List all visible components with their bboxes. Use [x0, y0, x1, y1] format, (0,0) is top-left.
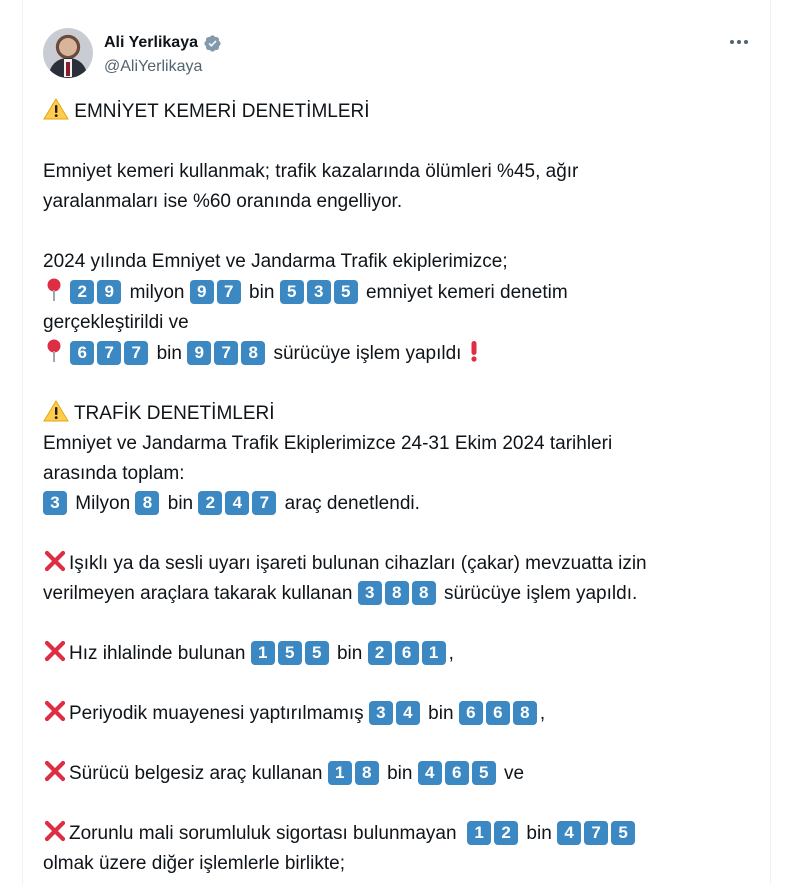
keycap-digit: 1: [328, 761, 352, 785]
tweet-text: [43, 97, 743, 879]
warning-icon: [43, 97, 69, 121]
paragraph-line: arasında toplam:: [43, 463, 185, 484]
stat-word: sürücüye işlem yapıldı: [273, 343, 462, 364]
keycap-digit: 4: [418, 761, 442, 785]
paragraph-line: gerçekleştirildi ve: [43, 312, 189, 333]
violation-line-speed: [43, 639, 743, 669]
keycap-group: [418, 763, 499, 784]
avatar-tie: [66, 62, 70, 76]
violation-text: Hız ihlalinde bulunan: [69, 643, 246, 664]
keycap-digit: 1: [251, 641, 275, 665]
keycap-group: [369, 703, 423, 724]
author-name[interactable]: Ali Yerlikaya: [104, 34, 198, 51]
author-handle[interactable]: @AliYerlikaya: [104, 58, 203, 75]
keycap-digit: 4: [557, 821, 581, 845]
keycap-digit: 5: [611, 821, 635, 845]
keycap-digit: 8: [241, 341, 265, 365]
pushpin-icon: [43, 338, 65, 364]
stat-word: bin: [336, 643, 363, 664]
keycap-digit: 8: [385, 581, 409, 605]
keycap-digit: 6: [486, 701, 510, 725]
keycap-group: [280, 282, 361, 303]
keycap-group: [70, 282, 124, 303]
stat-word: bin: [249, 282, 275, 303]
paragraph-line: olmak üzere diğer işlemlerle birlikte;: [43, 853, 345, 874]
keycap-digit: 7: [252, 491, 276, 515]
stat-word: bin: [156, 343, 182, 364]
keycap-digit: 4: [225, 491, 249, 515]
cross-mark-icon: [43, 549, 67, 573]
exclamation-icon: [467, 339, 481, 363]
cross-mark-icon: [43, 639, 67, 663]
keycap-digit: 6: [395, 641, 419, 665]
keycap-digit: 5: [334, 280, 358, 304]
heading-seatbelt: [43, 97, 743, 127]
keycap-digit: 7: [217, 280, 241, 304]
author-name-row: [104, 32, 222, 54]
violation-text: Zorunlu mali sorumluluk sigortası bulunmayan: [69, 823, 457, 844]
stat-word: milyon: [129, 282, 185, 303]
keycap-group: [43, 493, 70, 514]
keycap-digit: 3: [307, 280, 331, 304]
keycap-digit: 3: [358, 581, 382, 605]
punctuation: ,: [539, 703, 546, 724]
stat-word: ve: [503, 763, 525, 784]
keycap-digit: 4: [396, 701, 420, 725]
keycap-digit: 2: [198, 491, 222, 515]
warning-icon: [43, 399, 69, 423]
keycap-digit: 9: [97, 280, 121, 304]
paragraph-line: Emniyet kemeri kullanmak; trafik kazalarında ölümleri %45, ağır: [43, 161, 579, 182]
stat-word: emniyet kemeri denetim: [365, 282, 568, 303]
keycap-digit: 5: [280, 280, 304, 304]
pushpin-icon: [43, 277, 65, 303]
violation-line-insurance: [43, 819, 743, 849]
keycap-digit: 9: [187, 341, 211, 365]
keycap-digit: 7: [584, 821, 608, 845]
keycap-digit: 2: [494, 821, 518, 845]
cross-mark-icon: [43, 759, 67, 783]
keycap-group: [459, 703, 540, 724]
keycap-group: [358, 583, 439, 604]
keycap-digit: 6: [445, 761, 469, 785]
stat-word: bin: [428, 703, 454, 724]
keycap-digit: 2: [368, 641, 392, 665]
keycap-digit: 2: [70, 280, 94, 304]
keycap-group: [557, 823, 638, 844]
keycap-group: [187, 343, 268, 364]
keycap-digit: 8: [135, 491, 159, 515]
keycap-digit: 3: [43, 491, 67, 515]
stat-line-total: [43, 489, 743, 519]
violation-text: Işıklı ya da sesli uyarı işareti bulunan cihazları (çakar) mevzuatta izin: [69, 553, 647, 574]
cross-mark-icon: [43, 699, 67, 723]
keycap-digit: 6: [70, 341, 94, 365]
violation-text: Sürücü belgesiz araç kullanan: [69, 763, 323, 784]
cross-mark-icon: [43, 819, 67, 843]
stat-word: sürücüye işlem yapıldı.: [444, 583, 638, 604]
paragraph-line: yaralanmaları ise %60 oranında engelliyor.: [43, 191, 403, 212]
keycap-digit: 7: [214, 341, 238, 365]
stat-line-denetim: [43, 277, 743, 308]
keycap-digit: 3: [369, 701, 393, 725]
heading-traffic-text: TRAFİK DENETİMLERİ: [73, 403, 275, 424]
violation-line-cakar: [43, 549, 743, 579]
keycap-digit: 7: [124, 341, 148, 365]
avatar[interactable]: [43, 28, 93, 78]
keycap-digit: 1: [422, 641, 446, 665]
violation-text: verilmeyen araçlara takarak kullanan: [43, 583, 353, 604]
keycap-digit: 8: [412, 581, 436, 605]
heading-seatbelt-text: EMNİYET KEMERİ DENETİMLERİ: [74, 101, 370, 122]
stat-word: araç denetlendi.: [284, 493, 420, 514]
tweet-header: [43, 28, 751, 84]
stat-word: bin: [387, 763, 413, 784]
keycap-group: [328, 763, 382, 784]
keycap-digit: 9: [190, 280, 214, 304]
keycap-group: [198, 493, 279, 514]
keycap-group: [190, 282, 244, 303]
stat-word: bin: [526, 823, 552, 844]
keycap-digit: 1: [467, 821, 491, 845]
verified-badge-icon: [203, 34, 222, 53]
stat-word: bin: [167, 493, 194, 514]
violation-line-license: [43, 759, 743, 789]
keycap-digit: 6: [459, 701, 483, 725]
violation-line-inspection: [43, 699, 743, 729]
keycap-group: [135, 493, 162, 514]
tweet-card: [22, 0, 771, 884]
more-options-icon[interactable]: [727, 30, 751, 54]
punctuation: ,: [448, 643, 454, 664]
violation-text: Periyodik muayenesi yaptırılmamış: [69, 703, 364, 724]
keycap-group: [467, 823, 521, 844]
stat-word: Milyon: [75, 493, 131, 514]
heading-traffic: [43, 399, 743, 429]
keycap-digit: 5: [472, 761, 496, 785]
keycap-group: [368, 643, 449, 664]
paragraph-line: 2024 yılında Emniyet ve Jandarma Trafik ekiplerimizce;: [43, 251, 508, 272]
keycap-digit: 8: [513, 701, 537, 725]
violation-line-cakar-cont: [43, 579, 743, 609]
paragraph-line: Emniyet ve Jandarma Trafik Ekiplerimizce 24-31 Ekim 2024 tarihleri: [43, 433, 613, 454]
keycap-digit: 5: [278, 641, 302, 665]
keycap-group: [70, 343, 151, 364]
keycap-group: [251, 643, 332, 664]
stat-line-islem: [43, 338, 743, 369]
keycap-digit: 8: [355, 761, 379, 785]
keycap-digit: 5: [305, 641, 329, 665]
keycap-digit: 7: [97, 341, 121, 365]
